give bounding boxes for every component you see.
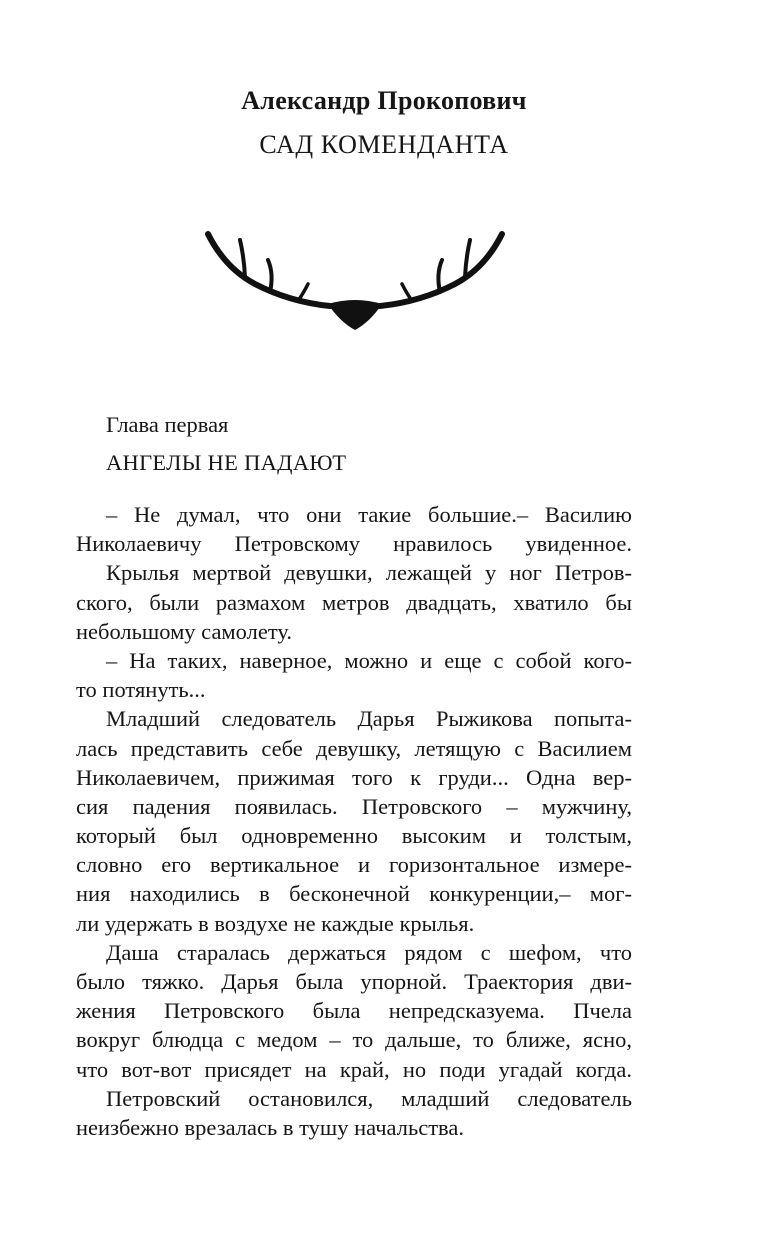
book-title: САД КОМЕНДАНТА bbox=[259, 130, 509, 159]
text-line: жения Петровского была непредсказуема. Пчела bbox=[76, 998, 632, 1024]
chapter-label: Глава первая bbox=[106, 412, 229, 437]
text-line: было тяжко. Дарья была упорной. Траектория дви- bbox=[76, 969, 632, 994]
text-line: что вот-вот присядет на край, но поди угадай когда. bbox=[76, 1056, 632, 1082]
text-line: Николаевичу Петровскому нравилось увиденное. bbox=[76, 531, 632, 557]
text-line: небольшому самолету. bbox=[76, 618, 292, 644]
chapter-title: АНГЕЛЫ НЕ ПАДАЮТ bbox=[106, 450, 347, 475]
text-line: Николаевичем, прижимая того к груди... Одна вер- bbox=[76, 764, 632, 790]
text-line: неизбежно врезалась в тушу начальства. bbox=[76, 1114, 464, 1140]
text-line: словно его вертикальное и горизонтальное измере- bbox=[76, 852, 632, 878]
antlers-icon bbox=[200, 222, 510, 332]
chapter-text bbox=[76, 500, 632, 1142]
text-line: Даша старалась держаться рядом с шефом, что bbox=[106, 939, 632, 965]
book-author: Александр Прокопович bbox=[241, 86, 527, 115]
text-line: лась представить себе девушку, летящую с Василием bbox=[76, 735, 632, 761]
text-line: Крылья мертвой девушки, лежащей у ног Петров- bbox=[106, 560, 632, 586]
text-line: – На таких, наверное, можно и еще с собой кого- bbox=[106, 647, 632, 673]
text-line: – Не думал, что они такие большие.– Василию bbox=[106, 502, 632, 527]
text-line: вокруг блюдца с медом – то дальше, то ближе, ясно, bbox=[76, 1027, 632, 1053]
text-line: Младший следователь Дарья Рыжикова попыта- bbox=[106, 706, 632, 732]
text-line: ского, были размахом метров двадцать, хватило бы bbox=[76, 589, 632, 615]
text-line: ния находились в бесконечной конкуренции,– мог- bbox=[76, 881, 632, 907]
text-line: то потянуть... bbox=[76, 677, 206, 703]
text-line: Петровский остановился, младший следователь bbox=[106, 1085, 632, 1111]
text-line: который был одновременно высоким и толстым, bbox=[76, 823, 632, 849]
text-line: ли удержать в воздухе не каждые крылья. bbox=[76, 910, 475, 936]
text-line: сия падения появилась. Петровского – мужчину, bbox=[76, 793, 632, 819]
